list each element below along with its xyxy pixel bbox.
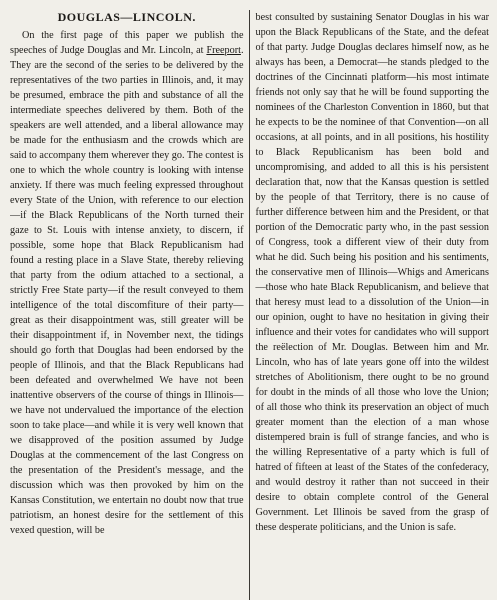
article-headline: DOUGLAS—LINCOLN. (57, 10, 196, 24)
article-columns (10, 10, 489, 600)
right-column (249, 10, 489, 600)
article-paragraph (10, 28, 244, 538)
article-continuation: best consulted by sustaining Senator Douglas in his war upon the Black Republicans of the State, and the defeat of that party. Judge Douglas declares himself now, as he always has been, a Democrat—he stands pledged to the doctrines of the Cincinnati platform—his most intimate friends not only say that he will be found supporting the nominees of the Charleston Convention in 1860, but that he expects to be the nominee of that Convention—on all occasions, at all points, and in all positions, his hostility to Black Republicanism has been bold and uncompromising, and added to all this is his persistent declaration that, now that the Kansas question is settled by the people of that Territory, there is no cause of further difference between him and the President, or that portion of the Democratic party who, in the past session of Congress, took a different view of their duty from what he did. Such being his position and his sentiments, the conservative men of Illinois—Whigs and Americans—those who hate Black Republicanism, and believe that that heresy must lead to a dissolution of the Union—in our opinion, ought to have no hesitation in giving their influence and their votes for candidates who will support the reëlection of Mr. Douglas. Between him and Mr. Lincoln, who has of late years gone off into the wildest stretches of Abolitionism, there ought to be no ground for doubt in the minds of all those who love the Union; of all those who think its preservation an object of much greater moment than the election of a man whose distempered brain is full of strange fancies, and who is the willing Representative of a party which is full of hatred of fifteen at least of the States of the confederacy, and would destroy it rather than not succeed in their desire to obtain complete control of the General Government. Let Illinois be saved from the grasp of these desperate politicians, and the Union is safe. (255, 12, 489, 533)
left-column (10, 10, 249, 600)
paragraph-text-rest: . They are the second of the series to be delivered by the representatives of the two parties in Illinois, and, it may be presumed, embrace the pith and substance of all the intermediate speeches delivered by them. Both of the speakers are well attended, and a liberal allowance may be made for the enthusiasm and the crowds which are said to accompany them wherever they go. The contest is one to which the whole country is looking with intense anxiety. If there was much feeling expressed throughout every State of the Union, with reference to our election—if the Black Republicans of the North turned their gaze to St. Louis with intense anxiety, to discern, if possible, some hope that Black Republicanism had found a resting place in a Slave State, thereby relieving that party from the odium attached to a sectional, a strictly Free State party—if the result conveyed to them intelligence of the total discomfiture of their party—great as their disappointment was, still greater will be their disappointment if, in November next, the tidings should go forth that Douglas had been endorsed by the people of Illinois, and that the Black Republicans had been defeated and overwhelmed We have not been inattentive observers of the course of things in Illinois—we have not undervalued the importance of the election soon to take place—and while it is very well known that we disapproved of the position assumed by Judge Douglas at the commencement of the last Congress on the presentation of the President's message, and the discussion which was then provoked by him on the Kansas Constitution, we entertain no doubt now that true patriotism, an honest desire for the settlement of this vexed question, will be (10, 45, 244, 536)
freeport-link[interactable]: Freeport (206, 45, 241, 56)
paragraph-text-start: On the first page of this paper we publish the speeches of Judge Douglas and Mr. Lincoln, at (10, 30, 244, 56)
